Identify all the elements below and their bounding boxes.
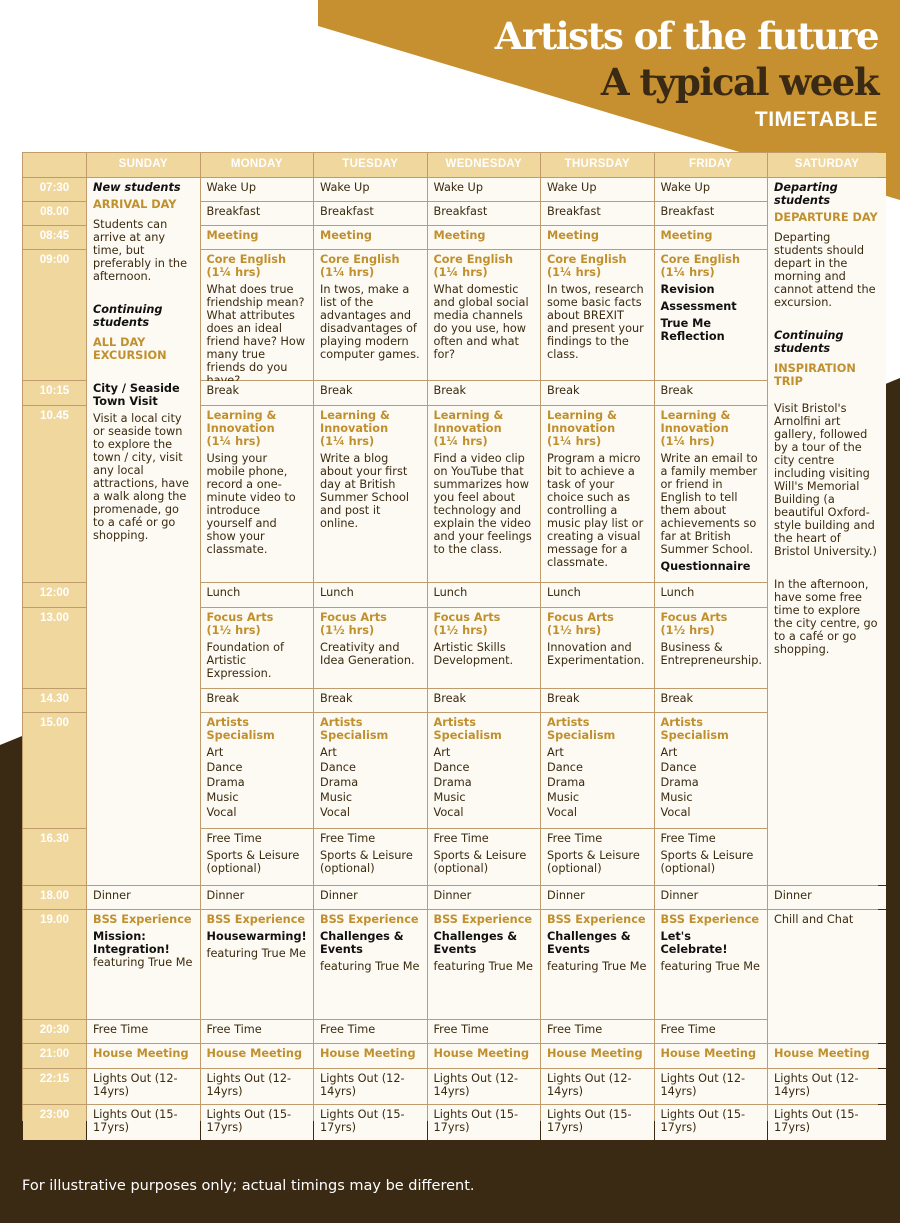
bss-event-title: Housewarming!: [206, 930, 307, 943]
bss-experience-cell-tuesday: [314, 910, 427, 1019]
timetable-grid: [22, 152, 878, 1134]
core-english-title: Core English: [320, 253, 400, 266]
focus-arts-cell-friday: [655, 608, 768, 688]
core-english-duration: (1¼ hrs): [206, 266, 261, 279]
bss-experience-title: BSS Experience: [206, 913, 306, 926]
dinner-cell: Dinner: [314, 886, 427, 909]
sunday-new-students-label: New students: [93, 181, 181, 194]
time-label: 23:00: [23, 1105, 86, 1140]
free-time-label: Free Time: [660, 832, 716, 845]
specialism-cell: [428, 713, 541, 828]
focus-arts-cell-monday: [201, 608, 314, 688]
lights-out-young-cell: Lights Out (12-14yrs): [87, 1069, 200, 1104]
specialism-item: Art: [660, 746, 678, 759]
specialism-item: Art: [206, 746, 224, 759]
lights-out-young-cell: Lights Out (12-14yrs): [201, 1069, 314, 1104]
bss-featuring: featuring True Me: [320, 960, 420, 973]
break-cell: Break: [655, 689, 768, 712]
free-time-cell: Free Time: [314, 1020, 427, 1043]
break-cell: Break: [314, 689, 427, 712]
learning-title: Learning & Innovation: [206, 409, 277, 435]
learning-duration: (1¼ hrs): [206, 435, 261, 448]
sunday-schedule-cell: [87, 178, 200, 885]
day-header-saturday: SATURDAY: [768, 153, 886, 177]
time-label: 22:15: [23, 1069, 86, 1104]
dinner-cell: Dinner: [428, 886, 541, 909]
lights-out-old-cell: Lights Out (15-17yrs): [428, 1105, 541, 1140]
page-title: Artists of the future: [494, 14, 878, 58]
specialism-title: Artists Specialism: [660, 716, 729, 742]
sunday-town-visit-title: City / Seaside Town Visit: [93, 382, 180, 408]
wake-up-cell: Wake Up: [655, 178, 768, 201]
bss-featuring: featuring True Me: [93, 956, 193, 969]
focus-arts-title: Focus Arts: [547, 611, 614, 624]
break-cell: Break: [428, 381, 541, 405]
time-label: 19.00: [23, 910, 86, 1019]
focus-arts-text: Innovation and Experimentation.: [547, 641, 645, 667]
house-meeting-cell: House Meeting: [314, 1044, 427, 1068]
learning-title: Learning & Innovation: [547, 409, 617, 435]
specialism-item: Vocal: [660, 806, 691, 819]
core-english-duration: (1¼ hrs): [433, 266, 488, 279]
core-english-cell-wednesday: [428, 250, 541, 380]
dinner-cell: Dinner: [87, 886, 200, 909]
sports-leisure-label: Sports & Leisure (optional): [660, 849, 754, 875]
house-meeting-cell: House Meeting: [428, 1044, 541, 1068]
specialism-item: Drama: [547, 776, 586, 789]
specialism-item: Dance: [660, 761, 697, 774]
bss-experience-cell-monday: [201, 910, 314, 1019]
lunch-cell: Lunch: [655, 583, 768, 607]
lights-out-old-cell: Lights Out (15-17yrs): [87, 1105, 200, 1140]
sunday-arrival-text: Students can arrive at any time, but preferably in the afternoon.: [93, 218, 188, 283]
learning-cell-thursday: [541, 406, 654, 582]
core-english-title: Core English: [206, 253, 287, 266]
specialism-item: Vocal: [320, 806, 351, 819]
lunch-cell: Lunch: [428, 583, 541, 607]
core-english-title: Core English: [660, 253, 741, 266]
free-time-label: Free Time: [547, 832, 603, 845]
free-time-sports-cell: [201, 829, 314, 885]
bss-experience-title: BSS Experience: [93, 913, 192, 926]
focus-arts-title: Focus Arts: [433, 611, 501, 624]
meeting-cell: Meeting: [428, 226, 541, 249]
core-english-duration: (1¼ hrs): [547, 266, 602, 279]
bss-experience-cell-sunday: [87, 910, 200, 1019]
dinner-cell: Dinner: [768, 886, 886, 909]
learning-title: Learning & Innovation: [660, 409, 731, 435]
wake-up-cell: Wake Up: [541, 178, 654, 201]
lights-out-old-cell: Lights Out (15-17yrs): [541, 1105, 654, 1140]
meeting-cell: Meeting: [541, 226, 654, 249]
specialism-item: Dance: [433, 761, 470, 774]
learning-questionnaire: Questionnaire: [660, 560, 751, 573]
lights-out-old-cell: Lights Out (15-17yrs): [768, 1105, 886, 1140]
focus-arts-cell-tuesday: [314, 608, 427, 688]
specialism-cell: [314, 713, 427, 828]
day-header-sunday: SUNDAY: [87, 153, 200, 177]
learning-cell-wednesday: [428, 406, 541, 582]
core-english-cell-thursday: [541, 250, 654, 380]
core-english-title: Core English: [547, 253, 627, 266]
core-english-cell-tuesday: [314, 250, 427, 380]
learning-title: Learning & Innovation: [433, 409, 504, 435]
bss-experience-title: BSS Experience: [320, 913, 419, 926]
dinner-cell: Dinner: [655, 886, 768, 909]
lights-out-old-cell: Lights Out (15-17yrs): [201, 1105, 314, 1140]
core-english-assessment: Assessment: [660, 300, 737, 313]
lights-out-young-cell: Lights Out (12-14yrs): [428, 1069, 541, 1104]
learning-text: Find a video clip on YouTube that summarizes how you feel about technology and explain the video and your feelings to the class.: [433, 452, 532, 556]
free-time-cell: Free Time: [201, 1020, 314, 1043]
break-cell: Break: [314, 381, 427, 405]
learning-text: Write a blog about your first day at British Summer School and post it online.: [320, 452, 410, 530]
time-label: 10.45: [23, 406, 86, 582]
saturday-schedule-cell: [768, 178, 886, 885]
specialism-item: Music: [547, 791, 580, 804]
meeting-cell: Meeting: [655, 226, 768, 249]
saturday-inspiration-title: INSPIRATION TRIP: [774, 362, 856, 388]
specialism-item: Music: [660, 791, 693, 804]
wake-up-cell: Wake Up: [201, 178, 314, 201]
focus-arts-title: Focus Arts: [320, 611, 387, 624]
specialism-title: Artists Specialism: [433, 716, 502, 742]
saturday-departure-day-title: DEPARTURE DAY: [774, 211, 878, 224]
bss-experience-title: BSS Experience: [547, 913, 646, 926]
breakfast-cell: Breakfast: [314, 202, 427, 225]
free-time-cell: Free Time: [428, 1020, 541, 1043]
bss-event-title: Mission: Integration!: [93, 930, 170, 956]
saturday-afternoon-text: In the afternoon, have some free time to explore the city centre, go to a café or go shopping.: [774, 578, 878, 656]
break-cell: Break: [655, 381, 768, 405]
time-label: 16.30: [23, 829, 86, 885]
bss-featuring: featuring True Me: [547, 960, 647, 973]
footer-disclaimer: For illustrative purposes only; actual timings may be different.: [22, 1178, 475, 1194]
house-meeting-cell: House Meeting: [655, 1044, 768, 1068]
lights-out-young-cell: Lights Out (12-14yrs): [768, 1069, 886, 1104]
day-header-monday: MONDAY: [201, 153, 314, 177]
meeting-cell: Meeting: [201, 226, 314, 249]
lights-out-old-cell: Lights Out (15-17yrs): [314, 1105, 427, 1140]
specialism-item: Drama: [433, 776, 472, 789]
day-header-friday: FRIDAY: [655, 153, 768, 177]
focus-arts-cell-thursday: [541, 608, 654, 688]
breakfast-cell: Breakfast: [201, 202, 314, 225]
free-time-sports-cell: [314, 829, 427, 885]
lights-out-young-cell: Lights Out (12-14yrs): [314, 1069, 427, 1104]
core-english-duration: (1¼ hrs): [660, 266, 715, 279]
core-english-text: What domestic and global social media channels do you use, how often and what for?: [433, 283, 529, 361]
focus-arts-duration: (1½ hrs): [660, 624, 715, 637]
bss-featuring: featuring True Me: [433, 960, 533, 973]
specialism-item: Music: [433, 791, 466, 804]
page-subtitle: A typical week: [600, 60, 878, 104]
free-time-label: Free Time: [433, 832, 489, 845]
specialism-title: Artists Specialism: [320, 716, 389, 742]
bss-experience-title: BSS Experience: [433, 913, 533, 926]
dinner-cell: Dinner: [541, 886, 654, 909]
bss-featuring: featuring True Me: [660, 960, 760, 973]
sports-leisure-label: Sports & Leisure (optional): [547, 849, 640, 875]
specialism-item: Vocal: [433, 806, 464, 819]
specialism-item: Music: [320, 791, 353, 804]
specialism-item: Art: [433, 746, 451, 759]
bss-featuring: featuring True Me: [206, 947, 306, 960]
learning-duration: (1¼ hrs): [547, 435, 602, 448]
sports-leisure-label: Sports & Leisure (optional): [433, 849, 527, 875]
saturday-departure-text: Departing students should depart in the morning and cannot attend the excursion.: [774, 231, 876, 309]
house-meeting-cell: House Meeting: [541, 1044, 654, 1068]
learning-cell-tuesday: [314, 406, 427, 582]
timetable-label: TIMETABLE: [754, 108, 878, 131]
specialism-item: Art: [547, 746, 564, 759]
learning-cell-monday: [201, 406, 314, 582]
sports-leisure-label: Sports & Leisure (optional): [206, 849, 300, 875]
core-english-text: In twos, make a list of the advantages and disadvantages of playing modern computer games.: [320, 283, 420, 361]
learning-duration: (1¼ hrs): [660, 435, 715, 448]
breakfast-cell: Breakfast: [655, 202, 768, 225]
time-label: 12:00: [23, 583, 86, 607]
bss-event-title: Challenges & Events: [320, 930, 404, 956]
free-time-sports-cell: [428, 829, 541, 885]
dinner-cell: Dinner: [201, 886, 314, 909]
core-english-text: In twos, research some basic facts about BREXIT and present your findings to the class.: [547, 283, 644, 361]
wake-up-cell: Wake Up: [314, 178, 427, 201]
bss-experience-title: BSS Experience: [660, 913, 760, 926]
focus-arts-duration: (1½ hrs): [320, 624, 375, 637]
breakfast-cell: Breakfast: [541, 202, 654, 225]
bss-experience-cell-thursday: [541, 910, 654, 1019]
time-label: 08:45: [23, 226, 86, 249]
chill-and-chat-cell: Chill and Chat: [768, 910, 886, 1043]
time-label: 14.30: [23, 689, 86, 712]
break-cell: Break: [428, 689, 541, 712]
bss-experience-cell-friday: [655, 910, 768, 1019]
day-header-tuesday: TUESDAY: [314, 153, 427, 177]
core-english-cell-monday: [201, 250, 314, 380]
specialism-title: Artists Specialism: [206, 716, 275, 742]
lights-out-old-cell: Lights Out (15-17yrs): [655, 1105, 768, 1140]
specialism-cell: [201, 713, 314, 828]
lunch-cell: Lunch: [541, 583, 654, 607]
time-label: 10:15: [23, 381, 86, 405]
focus-arts-title: Focus Arts: [206, 611, 274, 624]
time-label: 15.00: [23, 713, 86, 828]
specialism-item: Drama: [660, 776, 699, 789]
free-time-label: Free Time: [320, 832, 376, 845]
specialism-item: Drama: [206, 776, 245, 789]
break-cell: Break: [541, 381, 654, 405]
time-label: 13.00: [23, 608, 86, 688]
wake-up-cell: Wake Up: [428, 178, 541, 201]
free-time-label: Free Time: [206, 832, 262, 845]
learning-title: Learning & Innovation: [320, 409, 390, 435]
corner-cell: [23, 153, 86, 177]
saturday-inspiration-text: Visit Bristol's Arnolfini art gallery, followed by a tour of the city centre including visiting Will's Memorial Building (a beautiful Oxford-style building and the heart of Bristol University.): [774, 402, 877, 558]
meeting-cell: Meeting: [314, 226, 427, 249]
bss-experience-cell-wednesday: [428, 910, 541, 1019]
sunday-excursion-title: ALL DAY EXCURSION: [93, 336, 167, 362]
focus-arts-cell-wednesday: [428, 608, 541, 688]
sunday-town-visit-text: Visit a local city or seaside town to explore the town / city, visit any local attractions, have a walk along the promenade, go to a café or go shopping.: [93, 412, 189, 542]
bss-event-title: Challenges & Events: [433, 930, 518, 956]
specialism-cell: [541, 713, 654, 828]
house-meeting-cell: House Meeting: [768, 1044, 886, 1068]
free-time-cell: Free Time: [541, 1020, 654, 1043]
core-english-title: Core English: [433, 253, 514, 266]
break-cell: Break: [541, 689, 654, 712]
time-label: 07:30: [23, 178, 86, 201]
saturday-departing-label: Departing students: [774, 181, 838, 207]
break-cell: Break: [201, 689, 314, 712]
specialism-item: Art: [320, 746, 337, 759]
core-english-reflection: True Me Reflection: [660, 317, 725, 343]
focus-arts-duration: (1½ hrs): [206, 624, 261, 637]
learning-duration: (1¼ hrs): [433, 435, 488, 448]
house-meeting-cell: House Meeting: [87, 1044, 200, 1068]
saturday-continuing-label: Continuing students: [774, 329, 844, 355]
time-label: 18.00: [23, 886, 86, 909]
specialism-item: Drama: [320, 776, 359, 789]
bss-event-title: Challenges & Events: [547, 930, 631, 956]
specialism-item: Vocal: [547, 806, 578, 819]
focus-arts-duration: (1½ hrs): [433, 624, 488, 637]
house-meeting-cell: House Meeting: [201, 1044, 314, 1068]
focus-arts-text: Creativity and Idea Generation.: [320, 641, 415, 667]
lunch-cell: Lunch: [201, 583, 314, 607]
free-time-cell: Free Time: [655, 1020, 768, 1043]
sunday-arrival-day-title: ARRIVAL DAY: [93, 198, 177, 211]
breakfast-cell: Breakfast: [428, 202, 541, 225]
specialism-cell: [655, 713, 768, 828]
core-english-cell-friday: [655, 250, 768, 380]
bss-event-title: Let's Celebrate!: [660, 930, 728, 956]
focus-arts-text: Business & Entrepreneurship.: [660, 641, 762, 667]
day-header-thursday: THURSDAY: [541, 153, 654, 177]
free-time-cell: Free Time: [87, 1020, 200, 1043]
sports-leisure-label: Sports & Leisure (optional): [320, 849, 413, 875]
specialism-item: Dance: [320, 761, 356, 774]
focus-arts-duration: (1½ hrs): [547, 624, 602, 637]
time-label: 09:00: [23, 250, 86, 380]
core-english-duration: (1¼ hrs): [320, 266, 375, 279]
learning-text: Using your mobile phone, record a one-minute video to introduce yourself and show your classmate.: [206, 452, 296, 556]
time-label: 08.00: [23, 202, 86, 225]
lights-out-young-cell: Lights Out (12-14yrs): [655, 1069, 768, 1104]
focus-arts-text: Artistic Skills Development.: [433, 641, 514, 667]
core-english-text: What does true friendship mean? What attributes does an ideal friend have? How many true friends do you: [206, 283, 306, 374]
specialism-title: Artists Specialism: [547, 716, 616, 742]
free-time-sports-cell: [655, 829, 768, 885]
day-header-wednesday: WEDNESDAY: [428, 153, 541, 177]
learning-text: Program a micro bit to achieve a task of your choice such as controlling a music play list or creating a visual message for a classmate.: [547, 452, 644, 569]
focus-arts-text: Foundation of Artistic Expression.: [206, 641, 285, 680]
learning-cell-friday: [655, 406, 768, 582]
lights-out-young-cell: Lights Out (12-14yrs): [541, 1069, 654, 1104]
lunch-cell: Lunch: [314, 583, 427, 607]
free-time-sports-cell: [541, 829, 654, 885]
core-english-revision: Revision: [660, 283, 715, 296]
learning-duration: (1¼ hrs): [320, 435, 375, 448]
specialism-item: Vocal: [206, 806, 237, 819]
specialism-item: Music: [206, 791, 239, 804]
break-cell: Break: [201, 381, 314, 405]
time-label: 20:30: [23, 1020, 86, 1043]
specialism-item: Dance: [547, 761, 583, 774]
focus-arts-title: Focus Arts: [660, 611, 728, 624]
sunday-continuing-label: Continuing students: [93, 303, 163, 329]
specialism-item: Dance: [206, 761, 243, 774]
learning-text: Write an email to a family member or friend in English to tell them about achievements so far at British Summer School.: [660, 452, 758, 556]
time-label: 21:00: [23, 1044, 86, 1068]
